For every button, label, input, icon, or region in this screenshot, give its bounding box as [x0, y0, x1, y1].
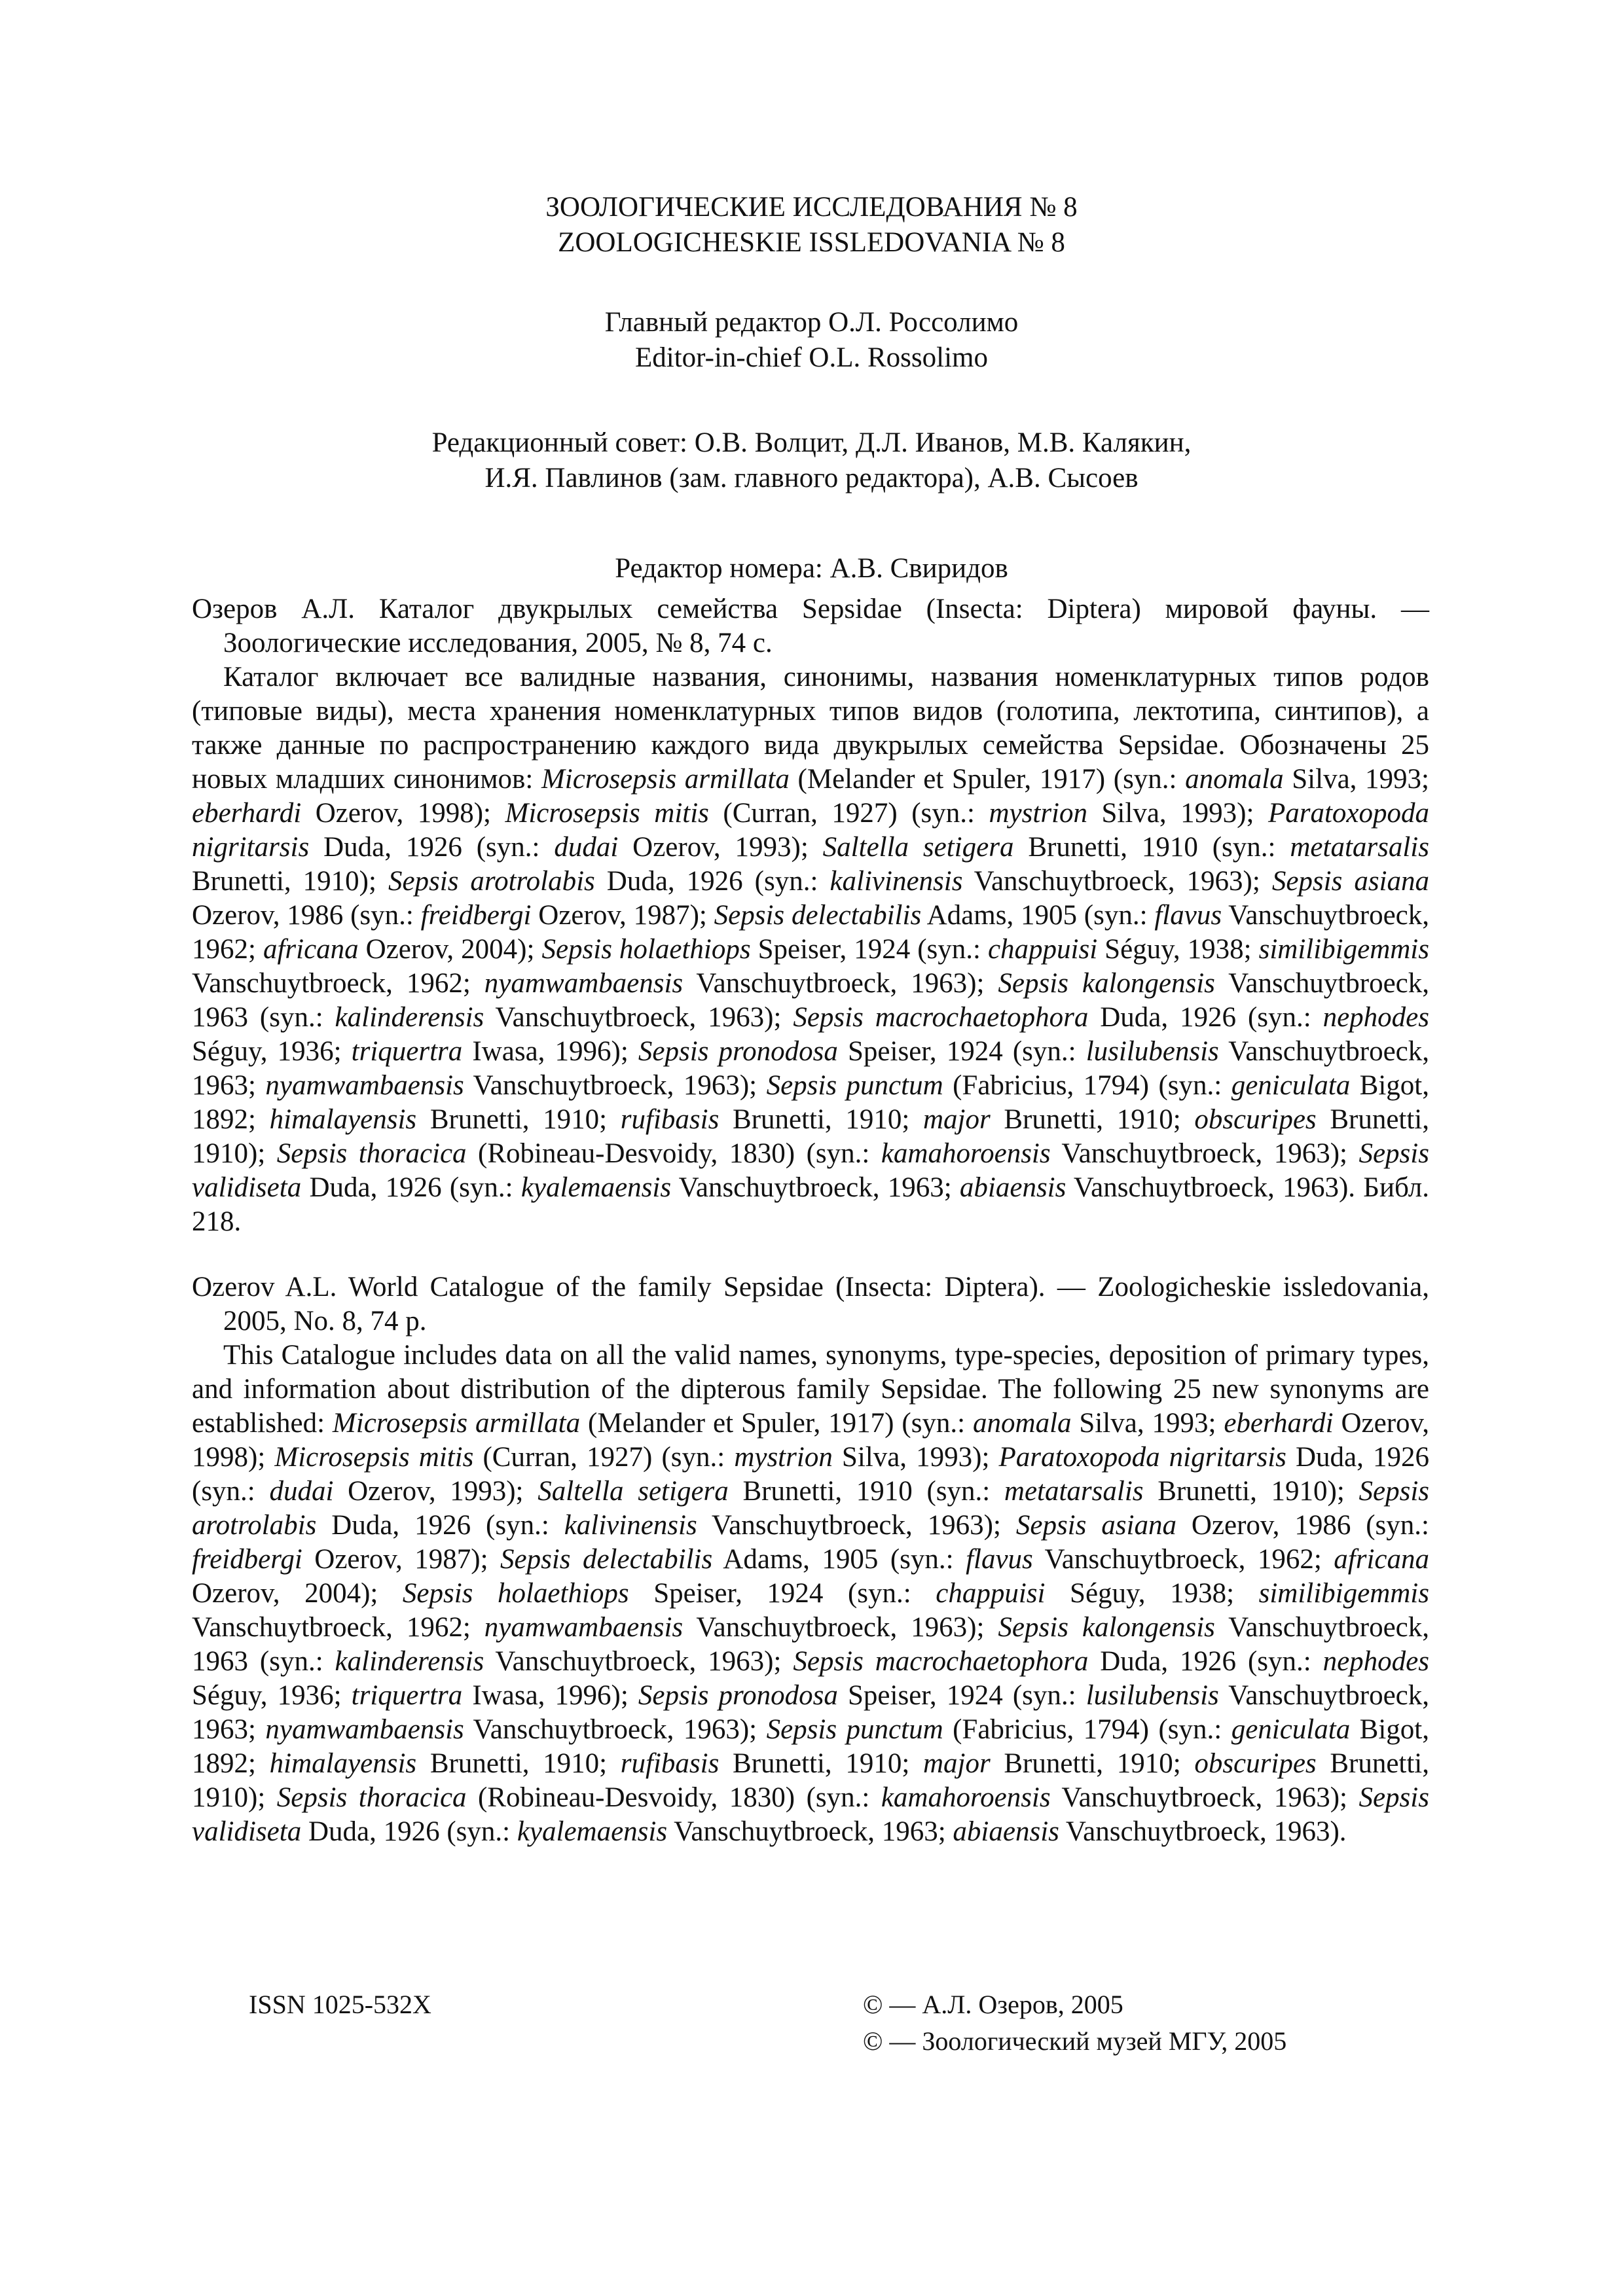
issue-editor: Редактор номера: А.В. Свиридов	[615, 553, 1008, 584]
reference-en: Ozerov A.L. World Catalogue of the family Sepsidae (Insecta: Diptera). — Zoologicheskie issledovania, 2005, No. 8, 74 p.	[192, 1272, 1429, 1336]
masthead	[0, 190, 1623, 586]
copyright-author: © — А.Л. Озеров, 2005	[863, 1990, 1123, 2019]
series-title-ru: ЗООЛОГИЧЕСКИЕ ИССЛЕДОВАНИЯ № 8	[545, 192, 1078, 223]
series-title-en: ZOOLOGICHESKIE ISSLEDOVANIA № 8	[558, 227, 1065, 258]
abstract-ru: Каталог включает все валидные названия, синонимы, названия номенклатурных типов родов (типовые виды), места хранения номенклатурных типов видов (голотипа, лектотипа, синтипов), а также данные по распространению каждого вида двукрылых семейства Sepsidae. Обозначены 25 новых младших синонимов: Microsepsis armillata (Melander et Spuler, 1917) (syn.: anomala Silva, 1993; eberhardi Ozerov, 1998); Microsepsis mitis (Curran, 1927) (syn.: mystrion Silva, 1993); Paratoxopoda nigritarsis Duda, 1926 (syn.: dudai Ozerov, 1993); Saltella setigera Brunetti, 1910 (syn.: metatarsalis Brunetti, 1910); Sepsis arotrolabis Duda, 1926 (syn.: kalivinensis Vanschuytbroeck, 1963); Sepsis asiana Ozerov, 1986 (syn.: freidbergi Ozerov, 1987); Sepsis delectabilis Adams, 1905 (syn.: flavus Vanschuytbroeck, 1962; africana Ozerov, 2004); Sepsis holaethiops Speiser, 1924 (syn.: chappuisi Séguy, 1938; similibigemmis Vanschuytbroeck, 1962; nyamwambaensis Vanschuytbroeck, 1963); Sepsis kalongensis Vanschuytbroeck, 1963 (syn.: kalinderensis Vanschuytbroeck, 1963); Sepsis macrochaetophora Duda, 1926 (syn.: nephodes Séguy, 1936; triquertra Iwasa, 1996); Sepsis pronodosa Speiser, 1924 (syn.: lusilubensis Vanschuytbroeck, 1963; nyamwambaensis Vanschuytbroeck, 1963); Sepsis punctum (Fabricius, 1794) (syn.: geniculata Bigot, 1892; himalayensis Brunetti, 1910; rufibasis Brunetti, 1910; major Brunetti, 1910; obscuripes Brunetti, 1910); Sepsis thoracica (Robineau-Desvoidy, 1830) (syn.: kamahoroensis Vanschuytbroeck, 1963); Sepsis validiseta Duda, 1926 (syn.: kyalemaensis Vanschuytbroeck, 1963; abiaensis Vanschuytbroeck, 1963). Библ. 218.	[192, 662, 1430, 1237]
chief-editor-ru: Главный редактор О.Л. Россолимо	[604, 307, 1019, 338]
issn: ISSN 1025-532X	[249, 1990, 431, 2019]
abstract-en: This Catalogue includes data on all the valid names, synonyms, type-species, deposition of primary types, and information about distribution of the dipterous family Sepsidae. The following 25 new synonyms are established: Microsepsis armillata (Melander et Spuler, 1917) (syn.: anomala Silva, 1993; eberhardi Ozerov, 1998); Microsepsis mitis (Curran, 1927) (syn.: mystrion Silva, 1993); Paratoxopoda nigritarsis Duda, 1926 (syn.: dudai Ozerov, 1993); Saltella setigera Brunetti, 1910 (syn.: metatarsalis Brunetti, 1910); Sepsis arotrolabis Duda, 1926 (syn.: kalivinensis Vanschuytbroeck, 1963); Sepsis asiana Ozerov, 1986 (syn.: freidbergi Ozerov, 1987); Sepsis delectabilis Adams, 1905 (syn.: flavus Vanschuytbroeck, 1962; africana Ozerov, 2004); Sepsis holaethiops Speiser, 1924 (syn.: chappuisi Séguy, 1938; similibigemmis Vanschuytbroeck, 1962; nyamwambaensis Vanschuytbroeck, 1963); Sepsis kalongensis Vanschuytbroeck, 1963 (syn.: kalinderensis Vanschuytbroeck, 1963); Sepsis macrochaetophora Duda, 1926 (syn.: nephodes Séguy, 1936; triquertra Iwasa, 1996); Sepsis pronodosa Speiser, 1924 (syn.: lusilubensis Vanschuytbroeck, 1963; nyamwambaensis Vanschuytbroeck, 1963); Sepsis punctum (Fabricius, 1794) (syn.: geniculata Bigot, 1892; himalayensis Brunetti, 1910; rufibasis Brunetti, 1910; major Brunetti, 1910; obscuripes Brunetti, 1910); Sepsis thoracica (Robineau-Desvoidy, 1830) (syn.: kamahoroensis Vanschuytbroeck, 1963); Sepsis validiseta Duda, 1926 (syn.: kyalemaensis Vanschuytbroeck, 1963; abiaensis Vanschuytbroeck, 1963).	[192, 1340, 1430, 1847]
chief-editor-en: Editor-in-chief O.L. Rossolimo	[635, 342, 988, 373]
copyright-museum: © — Зоологический музей МГУ, 2005	[863, 2026, 1287, 2056]
abstracts	[192, 592, 1429, 1849]
editorial-board-line-1: Редакционный совет: О.В. Волцит, Д.Л. Иванов, М.В. Калякин,	[431, 427, 1192, 458]
editorial-board-line-2: И.Я. Павлинов (зам. главного редактора), А.В. Сысоев	[484, 463, 1139, 493]
reference-ru: Озеров А.Л. Каталог двукрылых семейства Sepsidae (Insecta: Diptera) мировой фауны. — Зоологические исследования, 2005, № 8, 74 с.	[192, 594, 1429, 658]
copyright-block	[863, 1986, 1286, 2060]
